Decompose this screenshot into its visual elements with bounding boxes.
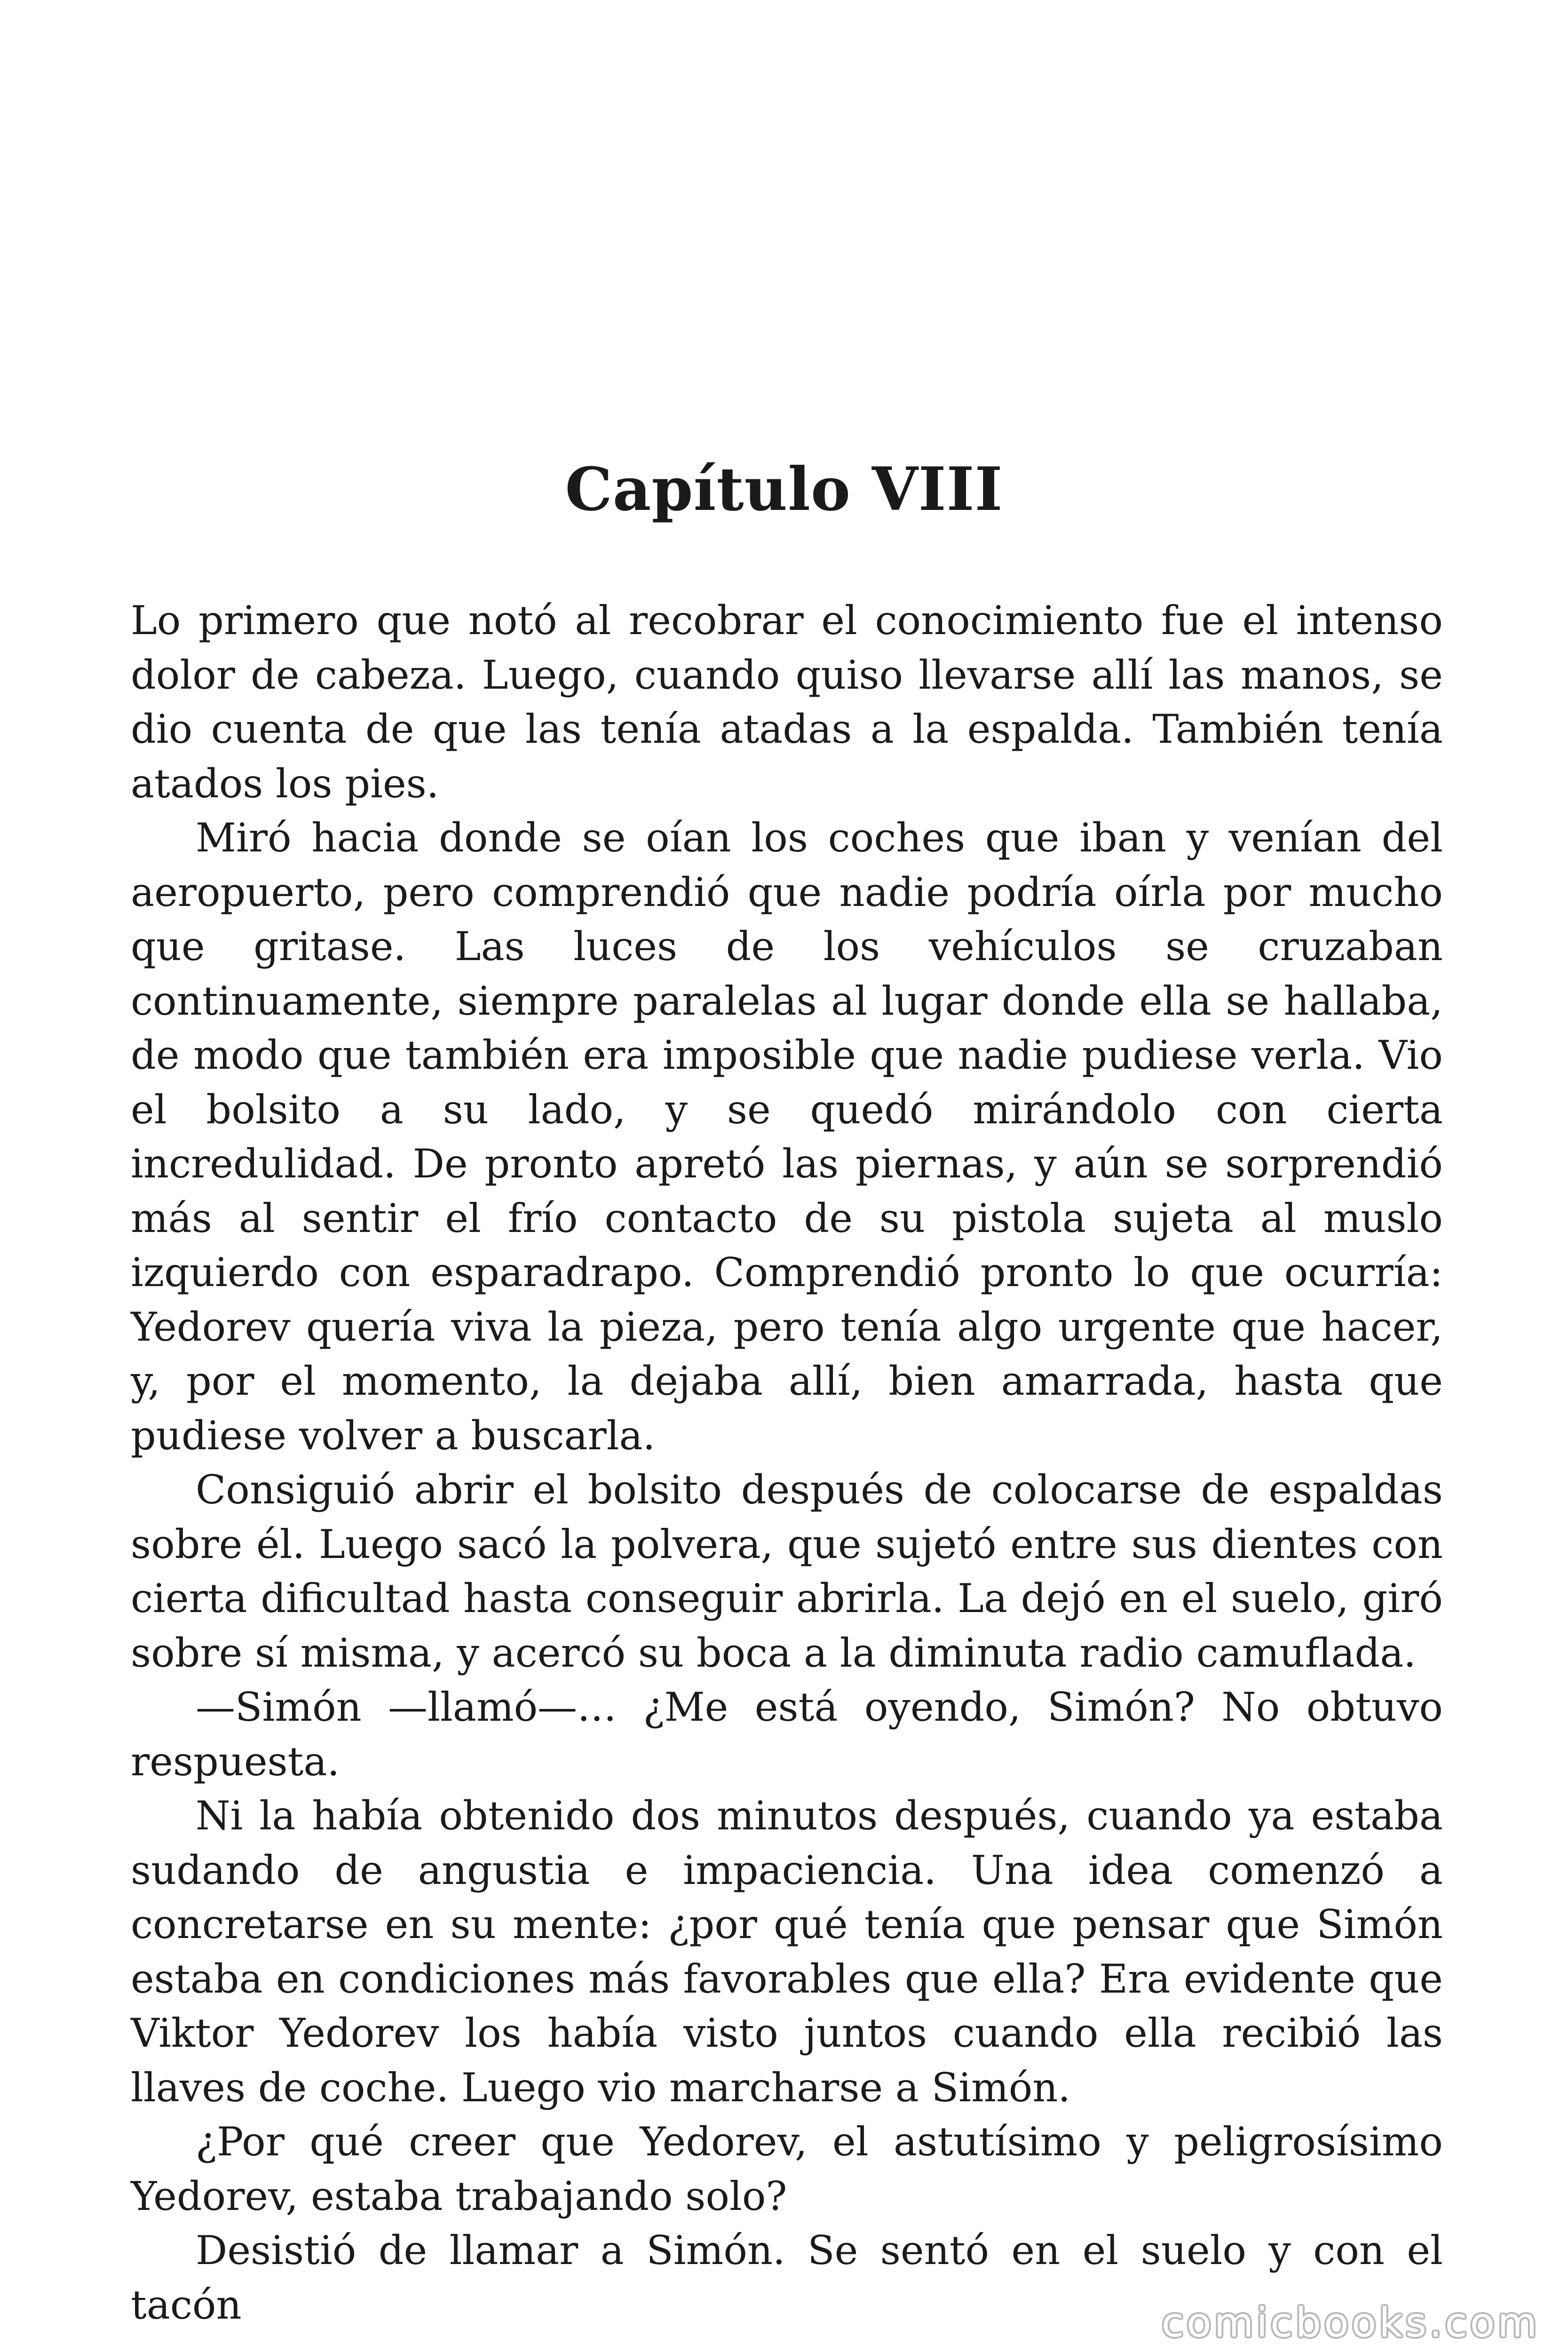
- paragraph-4: —Simón —llamó—… ¿Me está oyendo, Simón? No obtuvo respuesta.: [131, 1684, 1443, 1785]
- paragraph-3: Consiguió abrir el bolsito después de colocarse de espaldas sobre él. Luego sacó la polvera, que sujetó entre sus dientes con cierta dificultad hasta conseguir abrirla. La dejó en el suelo, giró sobre sí misma, y acercó su boca a la diminuta radio camuflada.: [131, 1467, 1443, 1676]
- watermark: comicbooks.com: [1161, 2299, 1540, 2346]
- paragraph-1: Lo primero que notó al recobrar el conocimiento fue el intenso dolor de cabeza. Luego, cuando quiso llevarse allí las manos, se dio cuenta de que las tenía atadas a la espalda. También tenía atados los pies.: [131, 597, 1443, 807]
- paragraph-7: Desistió de llamar a Simón. Se sentó en el suelo y con el tacón: [131, 2227, 1443, 2328]
- paragraph-2: Miró hacia donde se oían los coches que iban y venían del aeropuerto, pero comprendió que nadie podría oírla por mucho que gritase. Las luces de los vehículos se cruzaban continuamente, siempre paralelas al lugar donde ella se hallaba, de modo que también era imposible que nadie pudiese verla. Vio el bolsito a su lado, y se quedó mirándolo con cierta incredulidad. De pronto apretó las piernas, y aún se sorprendió más al sentir el frío contacto de su pistola sujeta al muslo izquierdo con esparadrapo. Comprendió pronto lo que ocurría: Yedorev quería viva la pieza, pero tenía algo urgente que hacer, y, por el momento, la dejaba allí, bien amarrada, hasta que pudiese volver a buscarla.: [131, 815, 1443, 1459]
- body-text: [131, 594, 1443, 2332]
- paragraph-6: ¿Por qué creer que Yedorev, el astutísimo y peligrosísimo Yedorev, estaba trabajando solo?: [131, 2119, 1443, 2219]
- chapter-title: Capítulo VIII: [565, 454, 1003, 524]
- paragraph-5: Ni la había obtenido dos minutos después, cuando ya estaba sudando de angustia e impaciencia. Una idea comenzó a concretarse en su mente: ¿por qué tenía que pensar que Simón estaba en condiciones más favorables que ella? Era evidente que Viktor Yedorev los había visto juntos cuando ella recibió las llaves de coche. Luego vio marcharse a Simón.: [131, 1793, 1443, 2111]
